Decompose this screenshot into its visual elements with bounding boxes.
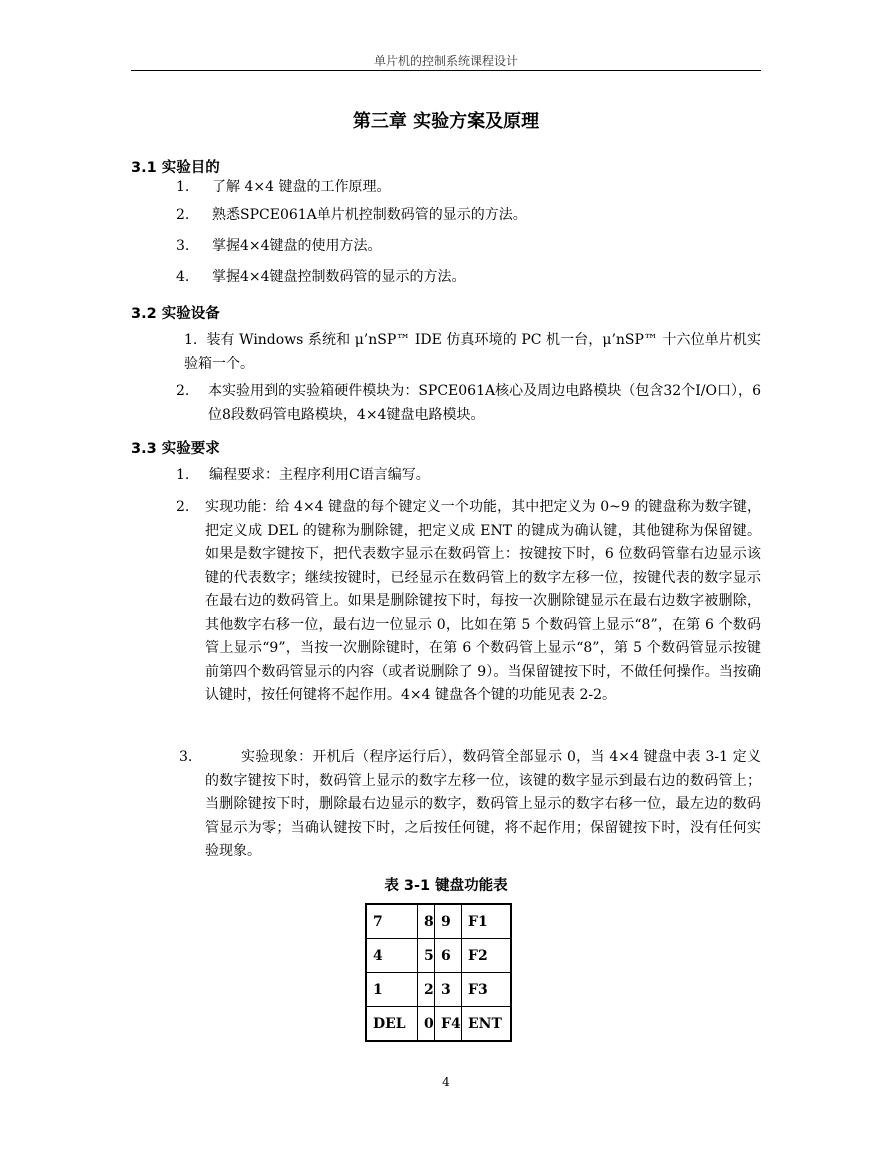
table-cell: DEL xyxy=(366,1007,418,1042)
list-item xyxy=(179,746,761,864)
list-item-text: 熟悉SPCE061A单片机控制数码管的显示的方法。 xyxy=(212,207,527,223)
list-item-number: 2. xyxy=(176,383,190,399)
table-row xyxy=(366,973,511,1007)
table-cell: F4 xyxy=(435,1007,462,1042)
table-cell: F2 xyxy=(462,939,512,973)
list-item xyxy=(176,266,761,290)
list-item-number: 4. xyxy=(176,269,190,285)
table-cell: F3 xyxy=(462,973,512,1007)
page-header: 单片机的控制系统课程设计 xyxy=(373,54,518,68)
table-row xyxy=(366,1007,511,1042)
section-title-3-1: 3.1 实验目的 xyxy=(131,160,220,176)
list-item xyxy=(176,235,761,259)
list-item xyxy=(176,204,761,228)
table-cell: 0 xyxy=(418,1007,435,1042)
list-item-text: 本实验用到的实验箱硬件模块为：SPCE061A核心及周边电路模块（包含32个I/O口），6位8段数码管电路模块，4×4键盘电路模块。 xyxy=(208,383,761,423)
list-item-text: 了解 4×4 键盘的工作原理。 xyxy=(212,179,391,195)
table-cell: 9 xyxy=(435,904,462,939)
table-cell: 6 xyxy=(435,939,462,973)
list-item-text: 掌握4×4键盘的使用方法。 xyxy=(212,238,382,254)
table-cell: 8 xyxy=(418,904,435,939)
list-item xyxy=(176,380,761,427)
list-item-number: 3. xyxy=(176,238,190,254)
list-item-number: 1. xyxy=(176,179,190,195)
table-cell: 7 xyxy=(366,904,418,939)
table-cell: 4 xyxy=(366,939,418,973)
list-item-text xyxy=(180,329,761,376)
list-item xyxy=(176,496,761,708)
list-item-number: 2. xyxy=(176,499,190,515)
table-row xyxy=(366,904,511,939)
table-cell: 5 xyxy=(418,939,435,973)
table-cell: 2 xyxy=(418,973,435,1007)
page-number: 4 xyxy=(442,1075,450,1089)
list-item xyxy=(176,176,761,200)
section-title-3-2: 3.2 实验设备 xyxy=(131,306,220,322)
list-item-text: 实现功能：给 4×4 键盘的每个键定义一个功能，其中把定义为 0~9 的键盘称为数字键，把定义成 DEL 的键称为删除键，把定义成 ENT 的键成为确认键，其他键称为保留键。如果是数字键按下，把代表数字显示在数码管上：按键按下时，6 位数码管靠右边显示该键的代表数字；继续按键时，已经显示在数码管上的数字左移一位，按键代表的数字显示在最右边的数码管上。如果是删除键按下时，每按一次删除键显示在最右边数字被删除，其他数字右移一位，最右边一位显示 0，比如在第 5 个数码管上显示“8”，在第 6 个数码管上显示“9”，当按一次删除键时，在第 6 个数码管上显示“8”，第 5 个数码管显示按键前第四个数码管显示的内容（或者说删除了 9）。当保留键按下时，不做任何操作。当按确认键时，按任何键将不起作用。4×4 键盘各个键的功能见表 2-2。 xyxy=(205,499,761,703)
table-cell: 1 xyxy=(366,973,418,1007)
table-caption: 表 3-1 键盘功能表 xyxy=(384,878,508,894)
list-item-number: 1. xyxy=(184,332,198,348)
list-item-number: 3. xyxy=(179,749,193,765)
table-cell: F1 xyxy=(462,904,512,939)
list-item-number: 1. xyxy=(176,467,190,483)
section-title-3-3: 3.3 实验要求 xyxy=(131,441,220,457)
table-cell: ENT xyxy=(462,1007,512,1042)
chapter-title: 第三章 实验方案及原理 xyxy=(352,111,540,132)
table-cell: 3 xyxy=(435,973,462,1007)
keypad-function-table xyxy=(365,903,512,1042)
list-item-text: 实验现象：开机后（程序运行后），数码管全部显示 0，当 4×4 键盘中表 3-1 定义的数字键按下时，数码管上显示的数字左移一位，该键的数字显示到最右边的数码管上；当删除键按下时，删除最右边显示的数字，数码管上显示的数字右移一位，最左边的数码管显示为零；当确认键按下时，之后按任何键，将不起作用；保留键按下时，没有任何实验现象。 xyxy=(205,749,761,859)
list-item xyxy=(180,329,761,376)
list-item xyxy=(176,464,761,488)
list-item-text: 编程要求：主程序利用C语言编写。 xyxy=(209,467,430,483)
list-item-number: 2. xyxy=(176,207,190,223)
header-rule xyxy=(131,70,761,71)
table-row xyxy=(366,939,511,973)
list-item-body: 装有 Windows 系统和 μ’nSP™ IDE 仿真环境的 PC 机一台，μ’nSP™ 十六位单片机实验箱一个。 xyxy=(184,332,762,372)
list-item-text: 掌握4×4键盘控制数码管的显示的方法。 xyxy=(212,269,466,285)
